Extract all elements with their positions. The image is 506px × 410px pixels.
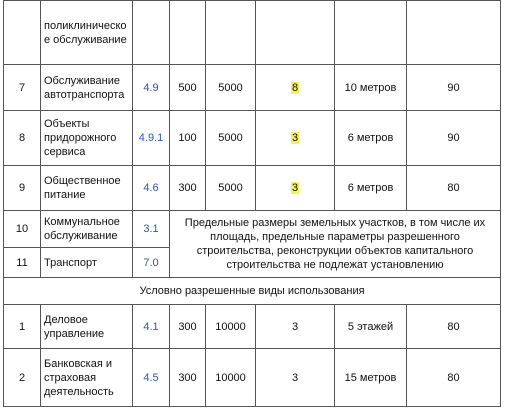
table-row (4, 65, 501, 111)
max-coverage (407, 1, 501, 65)
max-height (335, 1, 407, 65)
land-use-table (3, 0, 501, 407)
table-row (4, 305, 501, 349)
min-area: 300 (170, 349, 206, 407)
max-floors (256, 1, 335, 65)
use-code: 4.9 (133, 65, 170, 111)
min-area: 500 (170, 65, 206, 111)
use-code: 3.1 (133, 211, 170, 248)
min-area (170, 1, 206, 65)
max-coverage: 90 (407, 111, 501, 166)
use-code: 7.0 (133, 248, 170, 278)
row-number: 10 (4, 211, 41, 248)
max-coverage: 80 (407, 305, 501, 349)
table-row (4, 111, 501, 166)
use-name: Транспорт (41, 248, 133, 278)
table-row (4, 166, 501, 211)
row-number: 9 (4, 166, 41, 211)
max-floors: 3 (256, 349, 335, 407)
min-area: 100 (170, 111, 206, 166)
min-area: 300 (170, 166, 206, 211)
use-name: Деловое управление (41, 305, 133, 349)
row-number: 7 (4, 65, 41, 111)
max-height: 6 метров (335, 111, 407, 166)
use-name: Обслуживание автотранспорта (41, 65, 133, 111)
use-name: Общественное питание (41, 166, 133, 211)
section-title: Условно разрешенные виды использования (4, 278, 501, 305)
max-height: 5 этажей (335, 305, 407, 349)
max-floors (256, 166, 335, 211)
max-area: 5000 (206, 166, 256, 211)
min-area: 300 (170, 305, 206, 349)
table-row (4, 211, 501, 248)
row-number: 1 (4, 305, 41, 349)
use-code: 4.6 (133, 166, 170, 211)
row-number (4, 1, 41, 65)
max-floors: 3 (256, 305, 335, 349)
max-height: 10 метров (335, 65, 407, 111)
max-height: 6 метров (335, 166, 407, 211)
max-floors (256, 111, 335, 166)
max-height: 15 метров (335, 349, 407, 407)
max-area: 10000 (206, 305, 256, 349)
max-floors (256, 65, 335, 111)
row-number: 11 (4, 248, 41, 278)
highlighted-value: 3 (291, 132, 299, 144)
max-area: 5000 (206, 65, 256, 111)
highlighted-value: 8 (291, 81, 299, 94)
use-name: Банковская и страховая деятельность (41, 349, 133, 407)
parameters-not-established-note: Предельные размеры земельных участков, в том числе их площадь, предельные параметры разрешенного строительства, реконструкции объектов капитального строительства не подлежат установлению (170, 211, 501, 278)
max-coverage: 80 (407, 349, 501, 407)
use-name: Объекты придорожного сервиса (41, 111, 133, 166)
table-row (4, 1, 501, 65)
max-coverage: 80 (407, 166, 501, 211)
row-number: 2 (4, 349, 41, 407)
use-code: 4.1 (133, 305, 170, 349)
max-coverage: 90 (407, 65, 501, 111)
row-number: 8 (4, 111, 41, 166)
use-name: Коммунальное обслуживание (41, 211, 133, 248)
highlighted-value: 3 (291, 182, 299, 194)
max-area: 10000 (206, 349, 256, 407)
use-code (133, 1, 170, 65)
use-name: поликлиническое обслуживание (41, 1, 133, 65)
table-row (4, 349, 501, 407)
use-code: 4.5 (133, 349, 170, 407)
max-area (206, 1, 256, 65)
section-row (4, 278, 501, 305)
max-area: 5000 (206, 111, 256, 166)
use-code: 4.9.1 (133, 111, 170, 166)
